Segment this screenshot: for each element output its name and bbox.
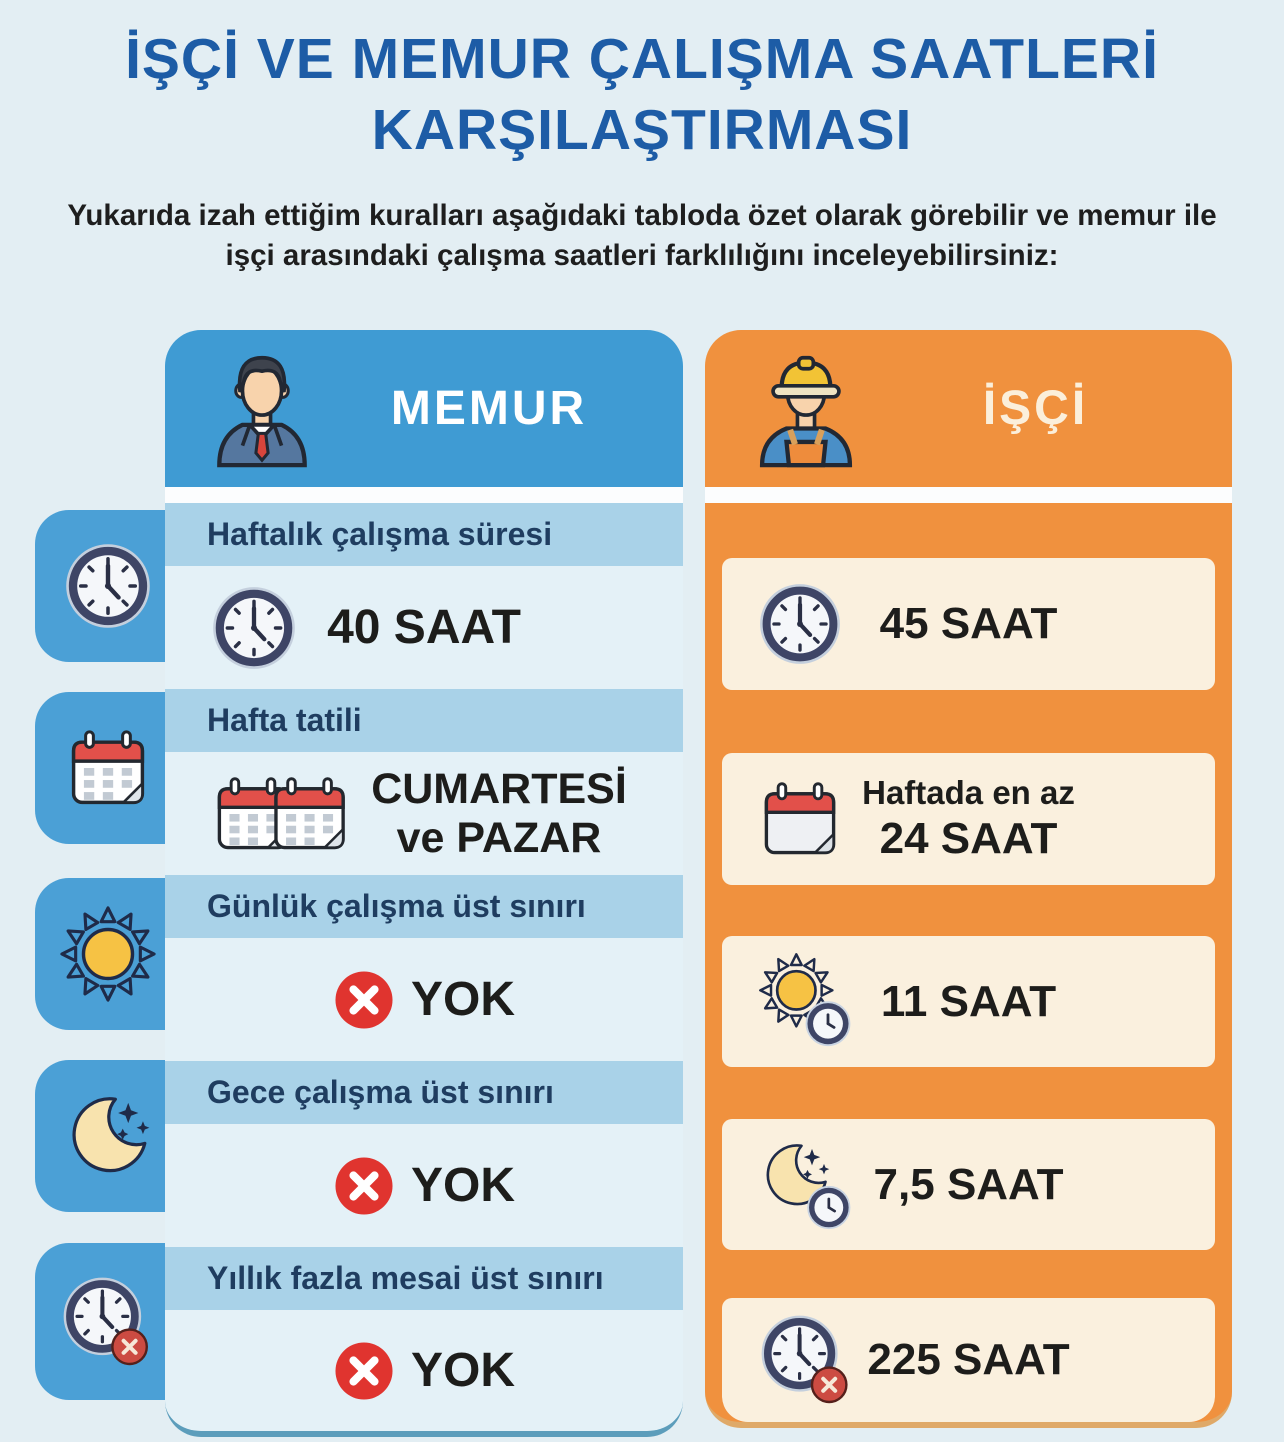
x-circle-icon: [333, 969, 395, 1031]
memur-overtime-limit-value: YOK: [165, 1310, 683, 1431]
memur-week-holiday-line1: CUMARTESİ: [371, 765, 627, 814]
isci-week-holiday-line2: 24 SAAT: [879, 813, 1058, 863]
x-circle-icon: [333, 1340, 395, 1402]
isci-daily-limit-card: 11 SAAT: [722, 936, 1215, 1067]
row-label-night-limit: Gece çalışma üst sınırı: [165, 1061, 683, 1124]
construction-worker-icon: [745, 348, 867, 470]
isci-header-label: İŞÇİ: [982, 382, 1089, 435]
moon-icon: [62, 1090, 154, 1182]
isci-weekly-hours-card: 45 SAAT: [722, 558, 1215, 690]
memur-weekly-hours-value: 40 SAAT: [165, 566, 683, 689]
clock-icon: [64, 542, 152, 630]
page-title-line1: İŞÇİ VE MEMUR ÇALIŞMA SAATLERİ: [125, 27, 1159, 91]
memur-column: [165, 330, 683, 1437]
isci-overtime-limit-card: 225 SAAT: [722, 1298, 1215, 1422]
sidebar-tab-overtime-limit: [35, 1243, 181, 1400]
calendar-icon: [758, 777, 842, 861]
page-title-line2: KARŞILAŞTIRMASI: [371, 97, 913, 162]
isci-night-limit-card: 7,5 SAAT: [722, 1119, 1215, 1250]
sidebar-tab-weekly-hours: [35, 510, 181, 662]
header-separator-strip: [705, 487, 1232, 503]
row-label-overtime-limit: Yıllık fazla mesai üst sınırı: [165, 1247, 683, 1310]
row-label-week-holiday: Hafta tatili: [165, 689, 683, 752]
clock-icon: [211, 585, 297, 671]
sun-icon: [59, 905, 157, 1003]
x-circle-icon: [333, 1155, 395, 1217]
sidebar-tab-daily-limit: [35, 878, 181, 1030]
memur-header-label: MEMUR: [390, 382, 588, 435]
double-calendar-icon: [211, 768, 357, 860]
sidebar-tab-week-holiday: [35, 692, 181, 844]
clock-x-icon: [758, 1312, 854, 1408]
clock-icon: [758, 582, 842, 666]
memur-week-holiday-value: [165, 752, 683, 875]
clock-x-icon: [60, 1274, 156, 1370]
row-label-weekly-hours: Haftalık çalışma süresi: [165, 503, 683, 566]
isci-column: [705, 330, 1232, 1428]
sidebar-tab-night-limit: [35, 1060, 181, 1212]
page-subtitle: Yukarıda izah ettiğim kuralları aşağıdaki tabloda özet olarak görebilir ve memur ile işçi arasındaki çalışma saatleri farklılığını inceleyebilirsiniz:: [67, 199, 1217, 272]
isci-week-holiday-card: [722, 753, 1215, 885]
calendar-icon: [65, 725, 151, 811]
memur-daily-limit-value: YOK: [165, 938, 683, 1061]
isci-week-holiday-line1: Haftada en az: [862, 773, 1075, 811]
memur-header: [165, 330, 683, 487]
header-separator-strip: [165, 487, 683, 503]
isci-header: [705, 330, 1232, 487]
memur-night-limit-value: YOK: [165, 1124, 683, 1247]
row-label-daily-limit: Günlük çalışma üst sınırı: [165, 875, 683, 938]
memur-week-holiday-line2: ve PAZAR: [396, 813, 602, 862]
sun-clock-icon: [758, 952, 858, 1052]
moon-clock-icon: [758, 1135, 858, 1235]
page-title: [0, 24, 1284, 165]
businessman-icon: [201, 348, 323, 470]
